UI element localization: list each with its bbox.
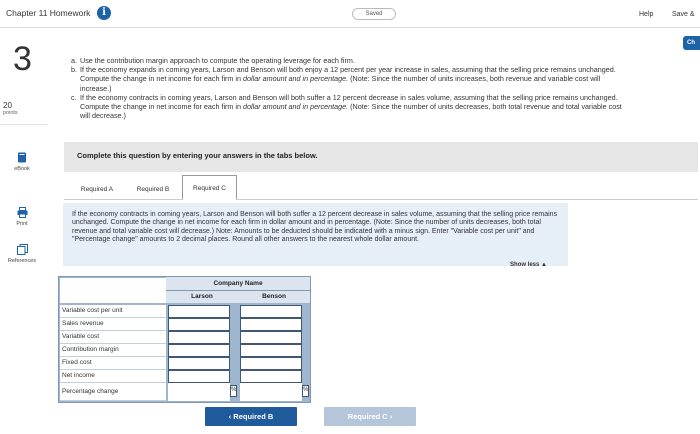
instruction-b: b. If the economy expands in coming years, Larson and Benson will both enjoy a 12 percent per year increase in sales, assuming that the selling price remains unchanged. Compute the change in net income for each firm in dollar amount and in percentage. (Note: Since the number of units increases, both revenue and variable cost will increase.) bbox=[71, 65, 616, 93]
points-value: 20 bbox=[3, 101, 12, 110]
sidebar-item-label: References bbox=[7, 258, 37, 264]
band-text: Complete this question by entering your answers in the tabs below. bbox=[77, 151, 318, 160]
table-row-label: Fixed cost bbox=[60, 357, 166, 370]
table-row-label: Contribution margin bbox=[60, 344, 166, 357]
percent-symbol: % bbox=[303, 387, 309, 393]
benson-variable-cost-input[interactable] bbox=[240, 305, 302, 318]
larson-variable-cost-input[interactable] bbox=[168, 305, 230, 318]
question-number: 3 bbox=[13, 40, 32, 78]
larson-net-income-input[interactable] bbox=[168, 370, 230, 383]
instructions-band bbox=[64, 142, 698, 172]
larson-fixed-cost-input[interactable] bbox=[168, 357, 230, 370]
sidebar-item-references[interactable] bbox=[2, 244, 42, 264]
sidebar-item-print[interactable] bbox=[2, 207, 42, 227]
larson-sales-revenue-input[interactable] bbox=[168, 318, 230, 331]
table-corner bbox=[60, 278, 166, 303]
save-exit-link[interactable]: Save & bbox=[672, 11, 695, 18]
tab-required-a[interactable]: Required A bbox=[80, 186, 114, 193]
table-row-label: Variable cost per unit bbox=[60, 305, 166, 318]
percent-symbol: % bbox=[231, 387, 237, 393]
panel-text: If the economy contracts in coming years, Larson and Benson will both suffer a 12 percent decrease in sales volume, assuming that the selling price remains unchanged. Compute the change in net income for each firm in dollar amount and in percentage. (Note: Since the number of units decreases, both total revenue and total variable cost will decrease.) Note: Amounts to be deducted should be indicated with a minus sign. Enter "Variable cost per unit" and "Percentage change" amounts to 2 decimal places. Round all other answers to the nearest whole dollar amount. bbox=[72, 211, 558, 244]
sidebar-item-label: eBook bbox=[14, 166, 30, 172]
larson-variable-cost-total-input[interactable] bbox=[168, 331, 230, 344]
help-link[interactable]: Help bbox=[639, 11, 654, 18]
print-icon bbox=[17, 207, 28, 218]
previous-required-b-button[interactable]: ‹ Required B bbox=[205, 407, 297, 426]
benson-percentage-cell bbox=[240, 383, 302, 401]
benson-sales-revenue-input[interactable] bbox=[240, 318, 302, 331]
table-row-label: Percentage change bbox=[60, 383, 166, 401]
benson-fixed-cost-input[interactable] bbox=[240, 357, 302, 370]
tab-required-c[interactable]: Required C bbox=[182, 175, 237, 200]
check-my-work-button[interactable]: Ch bbox=[683, 36, 700, 50]
table-row-label: Variable cost bbox=[60, 331, 166, 344]
info-icon[interactable]: i bbox=[97, 6, 111, 20]
table-row-label: Sales revenue bbox=[60, 318, 166, 331]
question-panel bbox=[63, 203, 568, 266]
instruction-a: a. Use the contribution margin approach to compute the operating leverage for each firm. bbox=[71, 56, 355, 65]
show-less-toggle[interactable]: Show less ▲ bbox=[510, 262, 547, 268]
answer-table bbox=[58, 276, 311, 403]
ebook-icon bbox=[17, 152, 27, 163]
larson-contribution-margin-input[interactable] bbox=[168, 344, 230, 357]
larson-percentage-cell bbox=[168, 383, 230, 401]
column-header-benson: Benson bbox=[238, 291, 310, 303]
sidebar-item-ebook[interactable] bbox=[2, 152, 42, 172]
sidebar-divider bbox=[0, 124, 48, 125]
benson-variable-cost-total-input[interactable] bbox=[240, 331, 302, 344]
saved-status-badge: Saved bbox=[352, 8, 396, 20]
top-bar bbox=[0, 0, 700, 28]
benson-net-income-input[interactable] bbox=[240, 370, 302, 383]
benson-contribution-margin-input[interactable] bbox=[240, 344, 302, 357]
column-header-larson: Larson bbox=[166, 291, 238, 303]
question-instructions bbox=[71, 56, 631, 120]
points-label: points bbox=[3, 110, 18, 116]
sidebar-item-label: Print bbox=[16, 221, 28, 227]
references-icon bbox=[17, 244, 28, 255]
tab-required-b[interactable]: Required B bbox=[136, 186, 170, 193]
next-required-c-button[interactable]: Required C › bbox=[324, 407, 416, 426]
table-group-header: Company Name bbox=[166, 277, 310, 291]
table-row-label: Net income bbox=[60, 370, 166, 383]
instruction-c: c. If the economy contracts in coming years, Larson and Benson will both suffer a 12 percent decrease in sales volume, assuming that the selling price remains unchanged. Compute the change in net income for each firm in dollar amount and in percentage. (Note: Since the number of units decreases, both total revenue and total variable cost will decrease.) bbox=[71, 92, 622, 121]
tabs-divider bbox=[64, 199, 698, 200]
assignment-title: Chapter 11 Homework bbox=[6, 8, 91, 18]
